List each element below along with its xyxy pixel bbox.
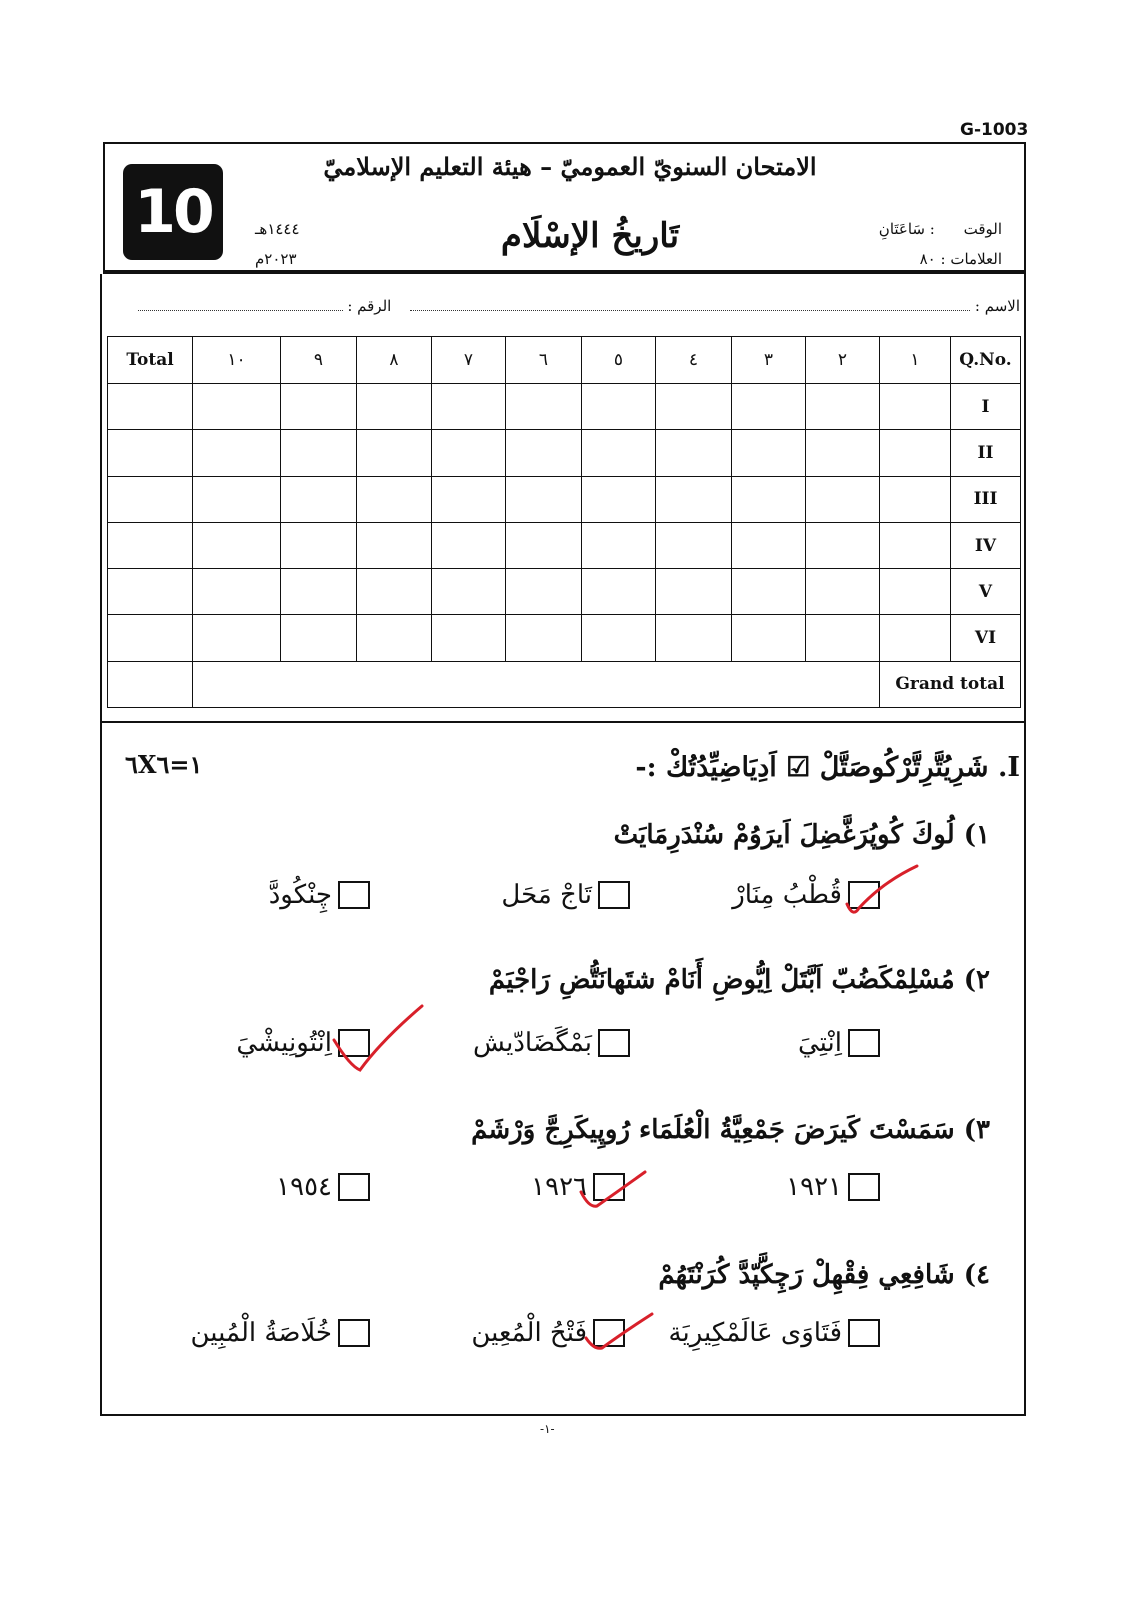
marks-label: العلامات :	[940, 250, 1002, 268]
grand-total-cell-empty	[108, 661, 193, 707]
option-1c[interactable]	[269, 880, 370, 910]
section-heading: I. شَرِيُتَّرِتَّرْكُوصَتَّلْ ☑ اَدِيَاضِيِّدُتُكْ :-	[635, 752, 1020, 783]
score-cell[interactable]	[108, 476, 193, 522]
score-cell[interactable]	[880, 615, 951, 661]
score-cell[interactable]	[582, 476, 656, 522]
option-label: فَتْحُ الْمُعِين	[471, 1318, 587, 1348]
score-cell[interactable]	[281, 615, 357, 661]
question-1	[614, 820, 990, 850]
subject-title: تَاريخُ الإسْلَام	[500, 216, 680, 256]
check-mark-icon	[835, 860, 925, 920]
score-cell[interactable]	[281, 430, 357, 476]
column-header: ٣	[732, 337, 806, 384]
score-cell[interactable]	[656, 569, 732, 615]
score-cell[interactable]	[281, 522, 357, 568]
checkbox[interactable]	[848, 1173, 880, 1201]
student-info-line	[110, 296, 1020, 315]
score-cell[interactable]	[880, 476, 951, 522]
checkbox[interactable]	[338, 881, 370, 909]
question-text: مُسْلِمْكَضُبّ اَبَّتَلْ اِيُّوضِ أَنَامْ شتَهانَتُّضِ رَاجْيَمْ	[488, 965, 955, 995]
checkbox[interactable]	[338, 1173, 370, 1201]
option-label: ١٩٢٦	[531, 1172, 587, 1202]
score-cell[interactable]	[582, 430, 656, 476]
score-cell[interactable]	[357, 384, 432, 430]
score-cell[interactable]	[732, 615, 806, 661]
number-field[interactable]	[138, 296, 343, 311]
score-cell[interactable]	[108, 522, 193, 568]
row-label: IV	[951, 522, 1021, 568]
marks-value: ٨٠	[919, 250, 936, 268]
score-cell[interactable]	[582, 615, 656, 661]
option-label: اِنْتِيَ	[798, 1028, 842, 1058]
column-header: ٤	[656, 337, 732, 384]
score-cell[interactable]	[108, 615, 193, 661]
column-header: ٨	[357, 337, 432, 384]
table-row	[108, 569, 1021, 615]
question-number: ٤)	[963, 1260, 990, 1290]
page-number: -١-	[540, 1422, 555, 1436]
qno-header: Q.No.	[951, 337, 1021, 384]
time-label: الوقت	[963, 220, 1002, 238]
score-cell[interactable]	[732, 476, 806, 522]
score-cell[interactable]	[880, 384, 951, 430]
score-cell[interactable]	[193, 615, 281, 661]
score-cell[interactable]	[432, 430, 506, 476]
time-value: : سَاعَتَانِ	[878, 220, 935, 238]
score-cell[interactable]	[806, 569, 880, 615]
row-label: VI	[951, 615, 1021, 661]
score-cell[interactable]	[880, 522, 951, 568]
check-mark-icon	[575, 1170, 655, 1220]
checkbox[interactable]	[598, 881, 630, 909]
exam-marks	[920, 250, 1002, 268]
option-4a[interactable]	[669, 1318, 880, 1348]
score-cell[interactable]	[806, 476, 880, 522]
question-4	[658, 1260, 990, 1290]
section-score: ٦X١=٦	[125, 750, 203, 779]
score-cell[interactable]	[432, 384, 506, 430]
score-cell[interactable]	[357, 522, 432, 568]
table-row	[108, 522, 1021, 568]
score-cell[interactable]	[806, 615, 880, 661]
question-number: ٢)	[963, 965, 990, 995]
checkbox[interactable]	[848, 1319, 880, 1347]
column-header: ٦	[506, 337, 582, 384]
question-text: لُوكَ كُوپُرَغَّضِلَ اَيرَوُمْ سُنْدَرِمَايَتْ	[613, 820, 955, 850]
option-3a[interactable]	[786, 1172, 880, 1202]
score-cell[interactable]	[806, 430, 880, 476]
score-cell[interactable]	[357, 430, 432, 476]
row-label: I	[951, 384, 1021, 430]
score-cell[interactable]	[281, 569, 357, 615]
option-1b[interactable]	[501, 880, 630, 910]
score-cell[interactable]	[108, 384, 193, 430]
score-cell[interactable]	[506, 384, 582, 430]
column-header: ٧	[432, 337, 506, 384]
grand-total-value-cell[interactable]	[193, 661, 880, 707]
option-2a[interactable]	[798, 1028, 880, 1058]
table-row	[108, 384, 1021, 430]
column-header: ٥	[582, 337, 656, 384]
option-label: بَمْگَضَادّيش	[472, 1028, 592, 1058]
option-2b[interactable]	[473, 1028, 630, 1058]
grand-total-label: Grand total	[880, 661, 1021, 707]
checkbox[interactable]	[848, 1029, 880, 1057]
score-cell[interactable]	[506, 569, 582, 615]
score-cell[interactable]	[108, 569, 193, 615]
score-cell[interactable]	[582, 569, 656, 615]
document-code: G-1003	[960, 120, 1029, 140]
score-cell[interactable]	[582, 522, 656, 568]
score-cell[interactable]	[432, 569, 506, 615]
score-cell[interactable]	[732, 384, 806, 430]
score-cell[interactable]	[732, 569, 806, 615]
option-label: ١٩٢١	[786, 1172, 842, 1202]
row-label: II	[951, 430, 1021, 476]
marks-table	[107, 336, 1021, 708]
score-cell[interactable]	[732, 430, 806, 476]
option-label: اِنْتُونِيشْيَ	[236, 1028, 332, 1058]
exam-time	[879, 220, 1002, 238]
name-label: الاسم :	[974, 297, 1020, 315]
table-row	[108, 430, 1021, 476]
score-cell[interactable]	[357, 569, 432, 615]
score-cell[interactable]	[506, 476, 582, 522]
exam-title: الامتحان السنويّ العموميّ – هيئة التعليم الإسلاميّ	[323, 152, 817, 181]
question-number: ٣)	[963, 1115, 990, 1145]
score-cell[interactable]	[806, 522, 880, 568]
score-cell[interactable]	[806, 384, 880, 430]
check-mark-icon	[330, 1000, 430, 1080]
score-cell[interactable]	[281, 476, 357, 522]
number-label: الرقم :	[347, 297, 392, 315]
column-header: ١٠	[193, 337, 281, 384]
score-cell[interactable]	[506, 430, 582, 476]
checkbox[interactable]	[598, 1029, 630, 1057]
score-cell[interactable]	[357, 476, 432, 522]
score-cell[interactable]	[880, 569, 951, 615]
row-label: V	[951, 569, 1021, 615]
column-header: ٢	[806, 337, 880, 384]
score-cell[interactable]	[432, 615, 506, 661]
score-cell[interactable]	[656, 430, 732, 476]
question-text: سَمَسْتَ كَيرَضَ جَمْعِيَّةُ الْعُلَمَاء رُوپِيكَرِجَّ وَرْشَمْ	[471, 1115, 955, 1145]
score-cell[interactable]	[193, 476, 281, 522]
score-cell[interactable]	[357, 615, 432, 661]
hijri-year: ١٤٤٤هـ	[255, 220, 300, 238]
score-cell[interactable]	[193, 430, 281, 476]
option-label: تَاجْ مَحَل	[501, 880, 592, 910]
score-cell[interactable]	[506, 522, 582, 568]
score-cell[interactable]	[193, 384, 281, 430]
score-cell[interactable]	[193, 569, 281, 615]
question-3	[471, 1115, 990, 1145]
gregorian-year: ٢٠٢٣م	[255, 250, 297, 268]
score-cell[interactable]	[432, 522, 506, 568]
checkbox[interactable]	[338, 1319, 370, 1347]
check-mark-icon	[580, 1310, 660, 1360]
column-header: ٩	[281, 337, 357, 384]
section-divider	[100, 721, 1026, 723]
question-2	[489, 965, 990, 995]
option-label: فَتَاوَى عَالَمْكِيرِيَة	[668, 1318, 842, 1348]
option-label: چِنْكُودَّ	[268, 880, 332, 910]
question-number: ١)	[963, 820, 990, 850]
grade-badge: 10	[123, 164, 223, 260]
score-cell[interactable]	[732, 522, 806, 568]
option-label: قُطْبُ مِنَارْ	[732, 880, 842, 910]
question-text: شَافِعِي فِقْهِلْ رَچِكَّپّدَّ كُرَنْتَهُمْ	[658, 1260, 955, 1290]
row-label: III	[951, 476, 1021, 522]
score-cell[interactable]	[582, 384, 656, 430]
option-3c[interactable]	[276, 1172, 370, 1202]
score-cell[interactable]	[656, 384, 732, 430]
name-field[interactable]	[410, 296, 970, 311]
option-label: خُلَاصَةُ الْمُبِين	[190, 1318, 332, 1348]
option-4c[interactable]	[190, 1318, 370, 1348]
table-row	[108, 615, 1021, 661]
option-label: ١٩٥٤	[276, 1172, 332, 1202]
table-row	[108, 476, 1021, 522]
score-cell[interactable]	[656, 615, 732, 661]
score-cell[interactable]	[193, 522, 281, 568]
score-cell[interactable]	[432, 476, 506, 522]
score-cell[interactable]	[656, 476, 732, 522]
score-cell[interactable]	[108, 430, 193, 476]
score-cell[interactable]	[281, 384, 357, 430]
score-cell[interactable]	[506, 615, 582, 661]
column-header: ١	[880, 337, 951, 384]
score-cell[interactable]	[880, 430, 951, 476]
score-cell[interactable]	[656, 522, 732, 568]
total-header: Total	[108, 337, 193, 384]
